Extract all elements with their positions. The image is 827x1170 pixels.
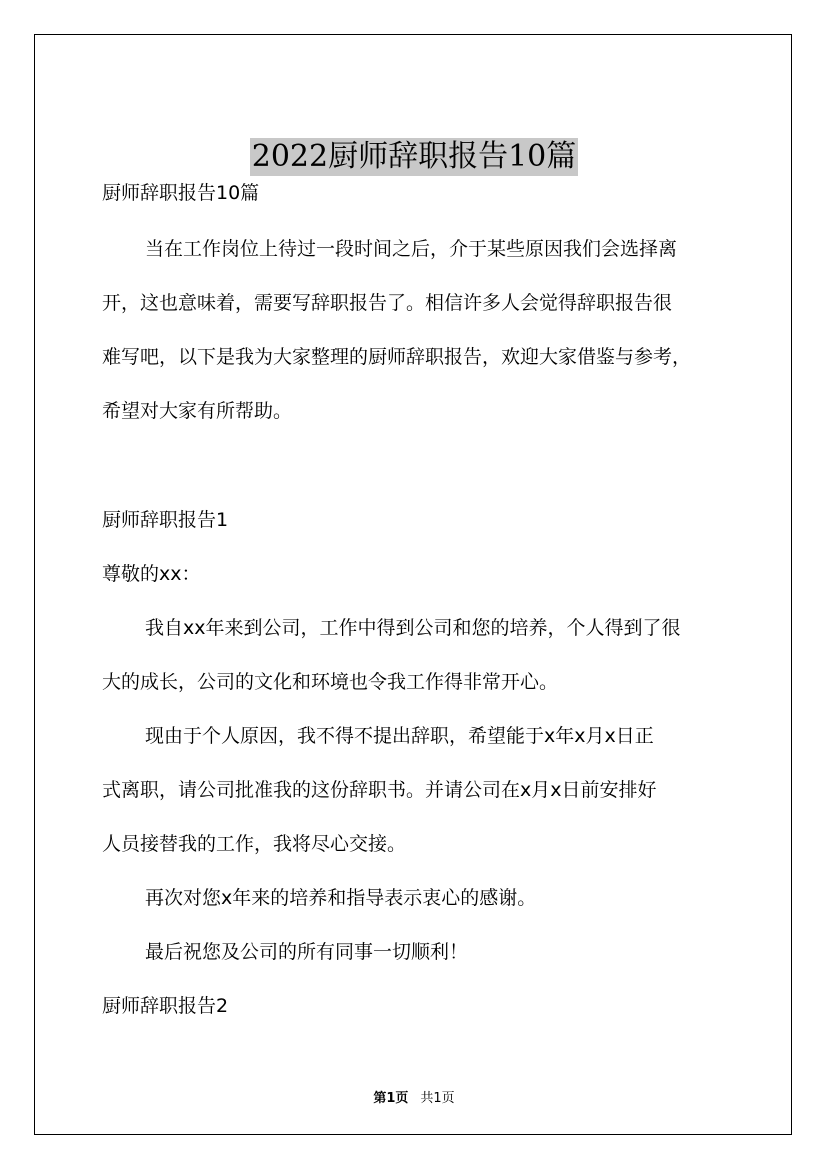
document-title: 2022厨师辞职报告10篇 — [251, 139, 577, 174]
section1-p3: 再次对您x年来的培养和指导表示衷心的感谢。 — [145, 887, 537, 909]
page-total: 共1页 — [420, 1091, 455, 1106]
intro-line-1: 当在工作岗位上待过一段时间之后，介于某些原因我们会选择离 — [145, 238, 678, 260]
section1-p2-line-3: 人员接替我的工作，我将尽心交接。 — [102, 833, 407, 855]
section1-p2-line-1: 现由于个人原因，我不得不提出辞职，希望能于x年x月x日正 — [145, 725, 654, 747]
section1-salutation: 尊敬的xx： — [102, 563, 201, 585]
document-page — [34, 34, 792, 1135]
section1-heading: 厨师辞职报告1 — [102, 509, 229, 531]
section1-p1-line-2: 大的成长，公司的文化和环境也令我工作得非常开心。 — [102, 671, 559, 693]
section1-p2-line-2: 式离职，请公司批准我的这份辞职书。并请公司在x月x日前安排好 — [102, 779, 657, 801]
document-subtitle: 厨师辞职报告10篇 — [102, 182, 260, 204]
section2-heading: 厨师辞职报告2 — [102, 995, 229, 1017]
intro-line-2: 开，这也意味着，需要写辞职报告了。相信许多人会觉得辞职报告很 — [102, 292, 673, 314]
intro-line-3: 难写吧，以下是我为大家整理的厨师辞职报告，欢迎大家借鉴与参考， — [102, 346, 692, 368]
page-number: 第1页 — [373, 1091, 409, 1106]
section1-p4: 最后祝您及公司的所有同事一切顺利！ — [145, 941, 469, 963]
title-wrap — [35, 138, 793, 176]
intro-line-4: 希望对大家有所帮助。 — [102, 400, 293, 422]
section1-p1-line-1: 我自xx年来到公司，工作中得到公司和您的培养，个人得到了很 — [145, 617, 681, 639]
page-footer — [35, 1087, 793, 1106]
